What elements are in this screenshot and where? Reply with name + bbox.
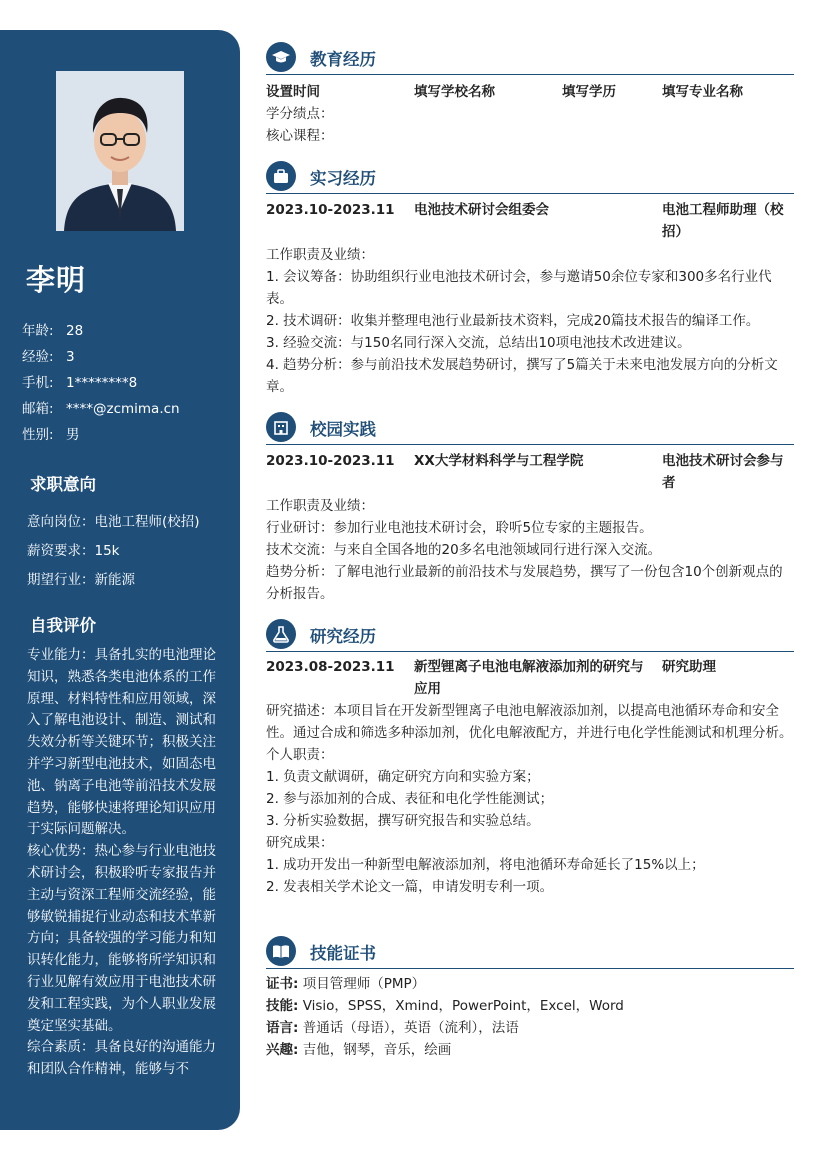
campus-date: 2023.10-2023.11 bbox=[266, 453, 395, 469]
job-intent-position: 意向岗位：电池工程师(校招) bbox=[27, 514, 200, 530]
avatar-illustration bbox=[56, 71, 184, 231]
education-major: 填写专业名称 bbox=[662, 84, 743, 100]
skills-list bbox=[266, 973, 794, 1061]
section-header bbox=[266, 412, 794, 445]
education-time: 设置时间 bbox=[266, 84, 320, 100]
detail-line: 工作职责及业绩： bbox=[266, 498, 374, 514]
info-row-phone: 手机: 1********8 bbox=[22, 375, 138, 391]
detail-line: 工作职责及业绩： bbox=[266, 247, 374, 263]
research-header bbox=[266, 656, 794, 700]
section-header bbox=[266, 42, 794, 75]
education-courses: 核心课程： bbox=[266, 128, 334, 144]
job-intent-title: 求职意向 bbox=[30, 475, 96, 494]
skills-section bbox=[266, 936, 794, 1061]
self-eval-paragraph: 核心优势：热心参与行业电池技术研讨会，积极聆听专家报告并主动与资深工程师交流经验，能够敏锐捕捉行业动态和技术革新方向；具备较强的学习能力和知识转化能力，能够将所学知识和行业见解有效应用于电池技术研发和工程实践，为个人职业发展奠定坚实基础。 bbox=[27, 843, 216, 1034]
detail-line: 1. 会议筹备：协助组织行业电池技术研讨会，参与邀请50余位专家和300多名行业代表。 bbox=[266, 269, 772, 307]
building-icon bbox=[266, 412, 296, 442]
section-title: 教育经历 bbox=[310, 50, 376, 69]
detail-line: 研究成果： bbox=[266, 835, 334, 851]
detail-line: 个人职责： bbox=[266, 747, 334, 763]
internship-date: 2023.10-2023.11 bbox=[266, 202, 395, 218]
detail-line: 2. 参与添加剂的合成、表征和电化学性能测试； bbox=[266, 791, 554, 807]
section-header bbox=[266, 936, 794, 969]
research-details bbox=[266, 700, 794, 898]
info-row-age: 年龄: 28 bbox=[22, 323, 84, 339]
section-header bbox=[266, 619, 794, 652]
skill-row-interests: 兴趣: 吉他，钢琴，音乐，绘画 bbox=[266, 1042, 452, 1058]
section-title: 研究经历 bbox=[310, 627, 376, 646]
self-eval-text bbox=[27, 645, 219, 1081]
skill-row-skills: 技能: Visio，SPSS，Xmind，PowerPoint，Excel，Word bbox=[266, 998, 624, 1014]
internship-role: 电池工程师助理（校招） bbox=[662, 202, 784, 240]
detail-line: 1. 负责文献调研，确定研究方向和实验方案； bbox=[266, 769, 540, 785]
info-row-experience: 经验: 3 bbox=[22, 349, 75, 365]
campus-header bbox=[266, 450, 794, 494]
self-eval-paragraph: 综合素质：具备良好的沟通能力和团队合作精神，能够与不 bbox=[27, 1039, 216, 1078]
info-row-email: 邮箱: ****@zcmima.cn bbox=[22, 401, 180, 417]
internship-section bbox=[266, 161, 794, 398]
detail-line: 1. 成功开发出一种新型电解液添加剂，将电池循环寿命延长了15%以上； bbox=[266, 857, 705, 873]
education-degree: 填写学历 bbox=[562, 84, 616, 100]
avatar-photo bbox=[56, 71, 184, 231]
job-intent-list bbox=[27, 508, 200, 595]
education-row bbox=[266, 81, 794, 103]
section-title: 实习经历 bbox=[310, 169, 376, 188]
self-eval-title: 自我评价 bbox=[30, 616, 96, 635]
detail-line: 2. 技术调研：收集并整理电池行业最新技术资料，完成20篇技术报告的编译工作。 bbox=[266, 313, 760, 329]
detail-line: 趋势分析：了解电池行业最新的前沿技术与发展趋势，撰写了一份包含10个创新观点的分析报告。 bbox=[266, 564, 783, 602]
campus-role: 电池技术研讨会参与者 bbox=[662, 453, 784, 491]
education-school: 填写学校名称 bbox=[414, 84, 495, 100]
detail-line: 研究描述：本项目旨在开发新型锂离子电池电解液添加剂，以提高电池循环寿命和安全性。通过合成和筛选多种添加剂，优化电解液配方，并进行电化学性能测试和机理分析。 bbox=[266, 703, 793, 741]
research-date: 2023.08-2023.11 bbox=[266, 659, 395, 675]
detail-line: 2. 发表相关学术论文一篇，申请发明专利一项。 bbox=[266, 879, 554, 895]
flask-icon bbox=[266, 619, 296, 649]
internship-details bbox=[266, 244, 794, 398]
campus-details bbox=[266, 495, 794, 605]
campus-org: XX大学材料科学与工程学院 bbox=[414, 453, 584, 469]
detail-line: 技术交流：与来自全国各地的20多名电池领域同行进行深入交流。 bbox=[266, 542, 662, 558]
campus-section bbox=[266, 412, 794, 605]
section-title: 校园实践 bbox=[310, 420, 376, 439]
skill-row-certificate: 证书: 项目管理师（PMP） bbox=[266, 976, 426, 992]
job-intent-industry: 期望行业：新能源 bbox=[27, 572, 135, 588]
job-intent-salary: 薪资要求：15k bbox=[27, 543, 120, 559]
internship-org: 电池技术研讨会组委会 bbox=[414, 202, 549, 218]
skill-row-language: 语言: 普通话（母语），英语（流利），法语 bbox=[266, 1020, 519, 1036]
detail-line: 行业研讨：参加行业电池技术研讨会，聆听5位专家的主题报告。 bbox=[266, 520, 653, 536]
self-eval-paragraph: 专业能力：具备扎实的电池理论知识，熟悉各类电池体系的工作原理、材料特性和应用领域，深入了解电池设计、制造、测试和失效分析等关键环节；积极关注并学习新型电池技术，如固态电池、钠离子电池等前沿技术发展趋势，能够快速将理论知识应用于实际问题解决。 bbox=[27, 647, 216, 838]
detail-line: 3. 经验交流：与150名同行深入交流，总结出10项电池技术改进建议。 bbox=[266, 335, 691, 351]
briefcase-icon bbox=[266, 161, 296, 191]
research-section bbox=[266, 619, 794, 898]
sidebar bbox=[0, 30, 240, 1130]
section-header bbox=[266, 161, 794, 194]
candidate-name: 李明 bbox=[26, 263, 87, 297]
research-project: 新型锂离子电池电解液添加剂的研究与应用 bbox=[414, 659, 644, 697]
detail-line: 3. 分析实验数据，撰写研究报告和实验总结。 bbox=[266, 813, 540, 829]
research-role: 研究助理 bbox=[662, 659, 716, 675]
graduation-cap-icon bbox=[266, 42, 296, 72]
education-gpa: 学分绩点： bbox=[266, 106, 334, 122]
section-title: 技能证书 bbox=[310, 944, 376, 963]
basic-info bbox=[22, 318, 180, 448]
education-section bbox=[266, 42, 794, 147]
detail-line: 4. 趋势分析：参与前沿技术发展趋势研讨，撰写了5篇关于未来电池发展方向的分析文章。 bbox=[266, 357, 778, 395]
info-row-gender: 性别: 男 bbox=[22, 427, 80, 443]
internship-header bbox=[266, 199, 794, 243]
book-icon bbox=[266, 936, 296, 966]
